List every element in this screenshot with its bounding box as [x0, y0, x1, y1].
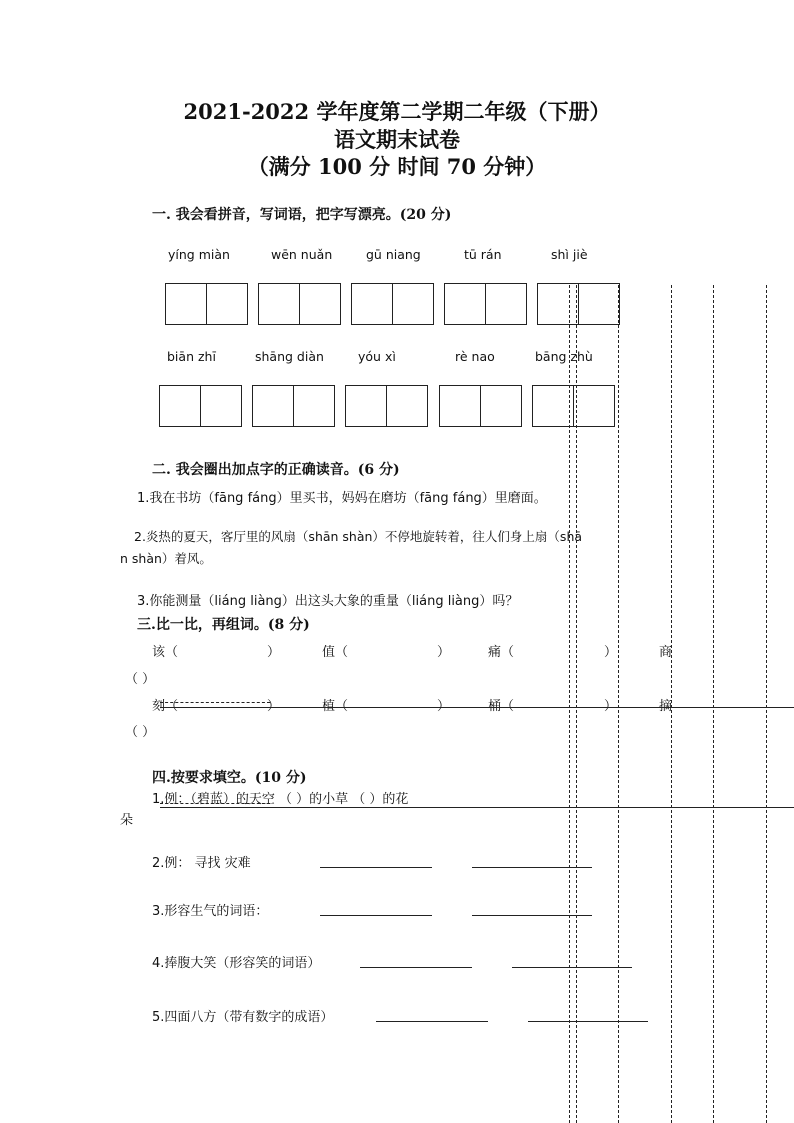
word-group-1-1-open: 该（: [152, 645, 179, 660]
binding-line-3: [618, 285, 619, 1123]
word-group-1-1-close: ）: [267, 645, 281, 660]
section4-question-1: 1.例：（碧蓝）的天空 （ ）的小草 （ ）的花: [152, 792, 409, 807]
pinyin-2-3: yóu xì: [358, 349, 396, 364]
section4-question-3: 3.形容生气的词语：: [152, 904, 269, 919]
pinyin-2-4: rè nao: [455, 349, 495, 364]
section2-title: 二. 我会圈出加点字的正确读音。(6 分): [152, 462, 400, 478]
word-group-2-2-open: 植（: [322, 699, 349, 714]
word-group-1-2-open: 值（: [322, 645, 349, 660]
word-group-1-3-close: ）: [604, 645, 618, 660]
word-group-1-4-blank[interactable]: （ ）: [125, 672, 156, 687]
answer-line-4a[interactable]: [360, 953, 472, 972]
section2-question-2-continued: n shàn）着风。: [120, 551, 212, 566]
section4-question-5: 5.四面八方（带有数字的成语）: [152, 1010, 334, 1025]
answer-line-5a[interactable]: [376, 1007, 488, 1026]
section1-title: 一. 我会看拼音，写词语，把字写漂亮。(20 分): [152, 207, 452, 223]
exam-title-line1: 2021-2022 学年度第二学期二年级（下册）: [183, 99, 611, 124]
writing-box-1-4[interactable]: [444, 283, 527, 325]
writing-box-1-1[interactable]: [165, 283, 248, 325]
writing-box-2-1[interactable]: [159, 385, 242, 427]
answer-line-3b[interactable]: [472, 901, 592, 920]
fold-dash-1: [160, 702, 270, 703]
section3-title: 三.比一比，再组词。(8 分): [137, 617, 310, 633]
pinyin-1-5: shì jiè: [551, 247, 588, 262]
writing-box-2-5[interactable]: [532, 385, 615, 427]
writing-box-1-5[interactable]: [537, 283, 620, 325]
section2-question-1: 1.我在书坊（fāng fáng）里买书，妈妈在磨坊（fāng fáng）里磨面。: [137, 491, 547, 506]
answer-line-3a[interactable]: [320, 901, 432, 920]
section4-question-1-continued: 朵: [120, 813, 134, 828]
section4-question-2: 2.例： 寻找 灾难: [152, 856, 251, 871]
writing-box-2-3[interactable]: [345, 385, 428, 427]
word-group-1-2-close: ）: [437, 645, 451, 660]
word-group-2-4-blank[interactable]: （ ）: [125, 725, 156, 740]
pinyin-2-5: bāng zhù: [535, 349, 593, 364]
pinyin-1-1: yíng miàn: [168, 247, 230, 262]
writing-box-2-2[interactable]: [252, 385, 335, 427]
word-group-2-1-open: 刻（: [152, 699, 179, 714]
binding-line-1: [569, 285, 570, 1123]
section2-question-3: 3.你能测量（liáng liàng）出这头大象的重量（liáng liàng）吗？: [137, 594, 519, 609]
pinyin-2-2: shāng diàn: [255, 349, 324, 364]
word-group-2-3-open: 桶（: [488, 699, 515, 714]
pinyin-1-4: tū rán: [464, 247, 502, 262]
pinyin-1-3: gū niang: [366, 247, 421, 262]
word-group-1-4-char: 商: [659, 645, 673, 660]
pinyin-2-1: biān zhī: [167, 349, 216, 364]
exam-title-line3: （满分 100 分 时间 70 分钟）: [247, 154, 547, 179]
pinyin-1-2: wēn nuǎn: [271, 247, 333, 262]
writing-box-1-2[interactable]: [258, 283, 341, 325]
fold-dash-2: [160, 803, 270, 804]
writing-box-1-3[interactable]: [351, 283, 434, 325]
answer-line-2b[interactable]: [472, 853, 592, 872]
section4-question-4: 4.捧腹大笑（形容笑的词语）: [152, 956, 321, 971]
word-group-2-2-close: ）: [437, 699, 451, 714]
fold-line-1: [160, 707, 794, 708]
binding-line-4: [671, 285, 672, 1123]
answer-line-4b[interactable]: [512, 953, 632, 972]
exam-title-line2: 语文期末试卷: [334, 127, 460, 152]
binding-line-5: [713, 285, 714, 1123]
binding-line-2: [576, 285, 577, 1123]
binding-line-6: [766, 285, 767, 1123]
fold-line-2: [160, 807, 794, 808]
word-group-1-3-open: 痛（: [488, 645, 515, 660]
word-group-2-1-close: ）: [267, 699, 281, 714]
section4-title: 四.按要求填空。(10 分): [152, 770, 307, 786]
answer-line-5b[interactable]: [528, 1007, 648, 1026]
writing-box-2-4[interactable]: [439, 385, 522, 427]
answer-line-2a[interactable]: [320, 853, 432, 872]
section2-question-2: 2.炎热的夏天，客厅里的风扇（shān shàn）不停地旋转着，往人们身上扇（shā: [134, 529, 583, 544]
word-group-2-4-char: 摘: [659, 699, 673, 714]
word-group-2-3-close: ）: [604, 699, 618, 714]
